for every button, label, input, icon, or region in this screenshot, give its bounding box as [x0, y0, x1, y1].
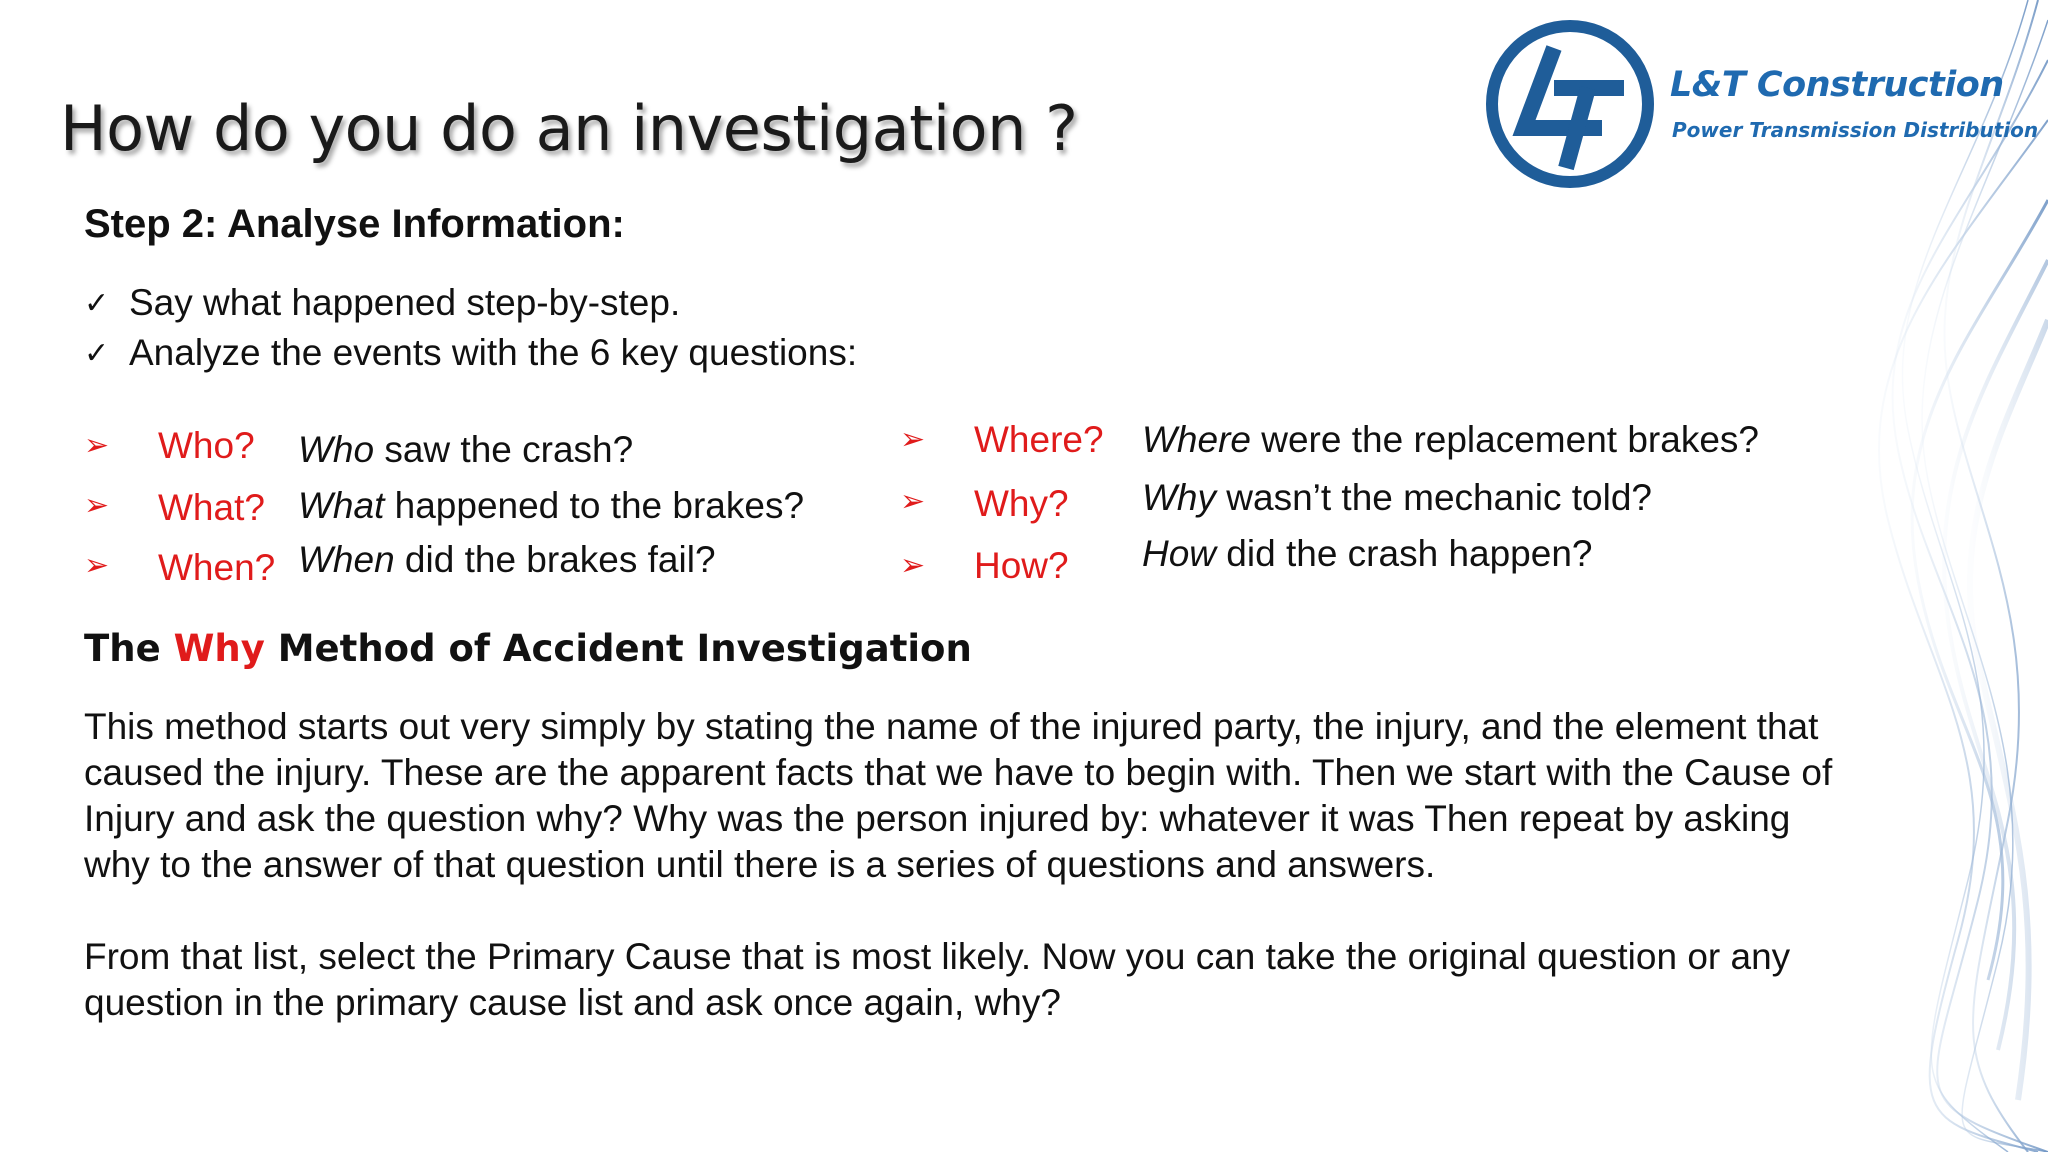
- question-word: When?: [158, 547, 276, 588]
- question-word: Who?: [158, 425, 255, 466]
- primary-cause-paragraph: From that list, select the Primary Cause that is most likely. Now you can take the original question or any question in the primary cause list and ask once again, why?: [84, 936, 1791, 1023]
- question-word: What?: [158, 487, 265, 528]
- checklist-item-text: Analyze the events with the 6 key questions:: [129, 332, 858, 373]
- question-text: Why wasn’t the mechanic told?: [1142, 477, 1653, 518]
- arrow-bullet-icon: ➢: [84, 548, 110, 583]
- check-icon: ✓: [84, 335, 110, 371]
- question-word: Where?: [974, 419, 1104, 460]
- checklist-item: [84, 328, 857, 378]
- question-text: Where were the replacement brakes?: [1142, 419, 1759, 460]
- method-heading-highlight: Why: [173, 627, 265, 670]
- question-text: When did the brakes fail?: [298, 539, 716, 580]
- arrow-bullet-icon: ➢: [84, 428, 110, 463]
- logo-company-name: L&T Construction: [1670, 65, 2004, 105]
- step-heading: Step 2: Analyse Information:: [84, 202, 625, 246]
- page-title: How do you do an investigation ?: [60, 92, 1078, 165]
- method-description-paragraph: This method starts out very simply by stating the name of the injured party, the injury, and the element that caused the injury. These are the apparent facts that we have to begin with. Then we start with the Cause of Injury and ask the question why? Why was the person injured by: whatever it was Then repeat by asking why to the answer of that question until there is a series of questions and answers.: [84, 706, 1833, 885]
- company-logo: [1484, 18, 2044, 188]
- question-text: Who saw the crash?: [298, 429, 634, 470]
- arrow-bullet-icon: ➢: [84, 488, 110, 523]
- question-text: How did the crash happen?: [1142, 533, 1593, 574]
- step-checklist: [84, 278, 857, 378]
- question-word: Why?: [974, 483, 1069, 524]
- check-icon: ✓: [84, 285, 110, 321]
- method-heading: The Why Method of Accident Investigation: [84, 627, 972, 670]
- lt-emblem-icon: [1484, 18, 1656, 190]
- arrow-bullet-icon: ➢: [900, 548, 926, 583]
- checklist-item: [84, 278, 857, 328]
- question-word: How?: [974, 545, 1069, 586]
- logo-company-subtitle: Power Transmission Distribution: [1672, 118, 2039, 142]
- arrow-bullet-icon: ➢: [900, 484, 926, 519]
- arrow-bullet-icon: ➢: [900, 422, 926, 457]
- checklist-item-text: Say what happened step-by-step.: [129, 282, 681, 323]
- question-text: What happened to the brakes?: [298, 485, 805, 526]
